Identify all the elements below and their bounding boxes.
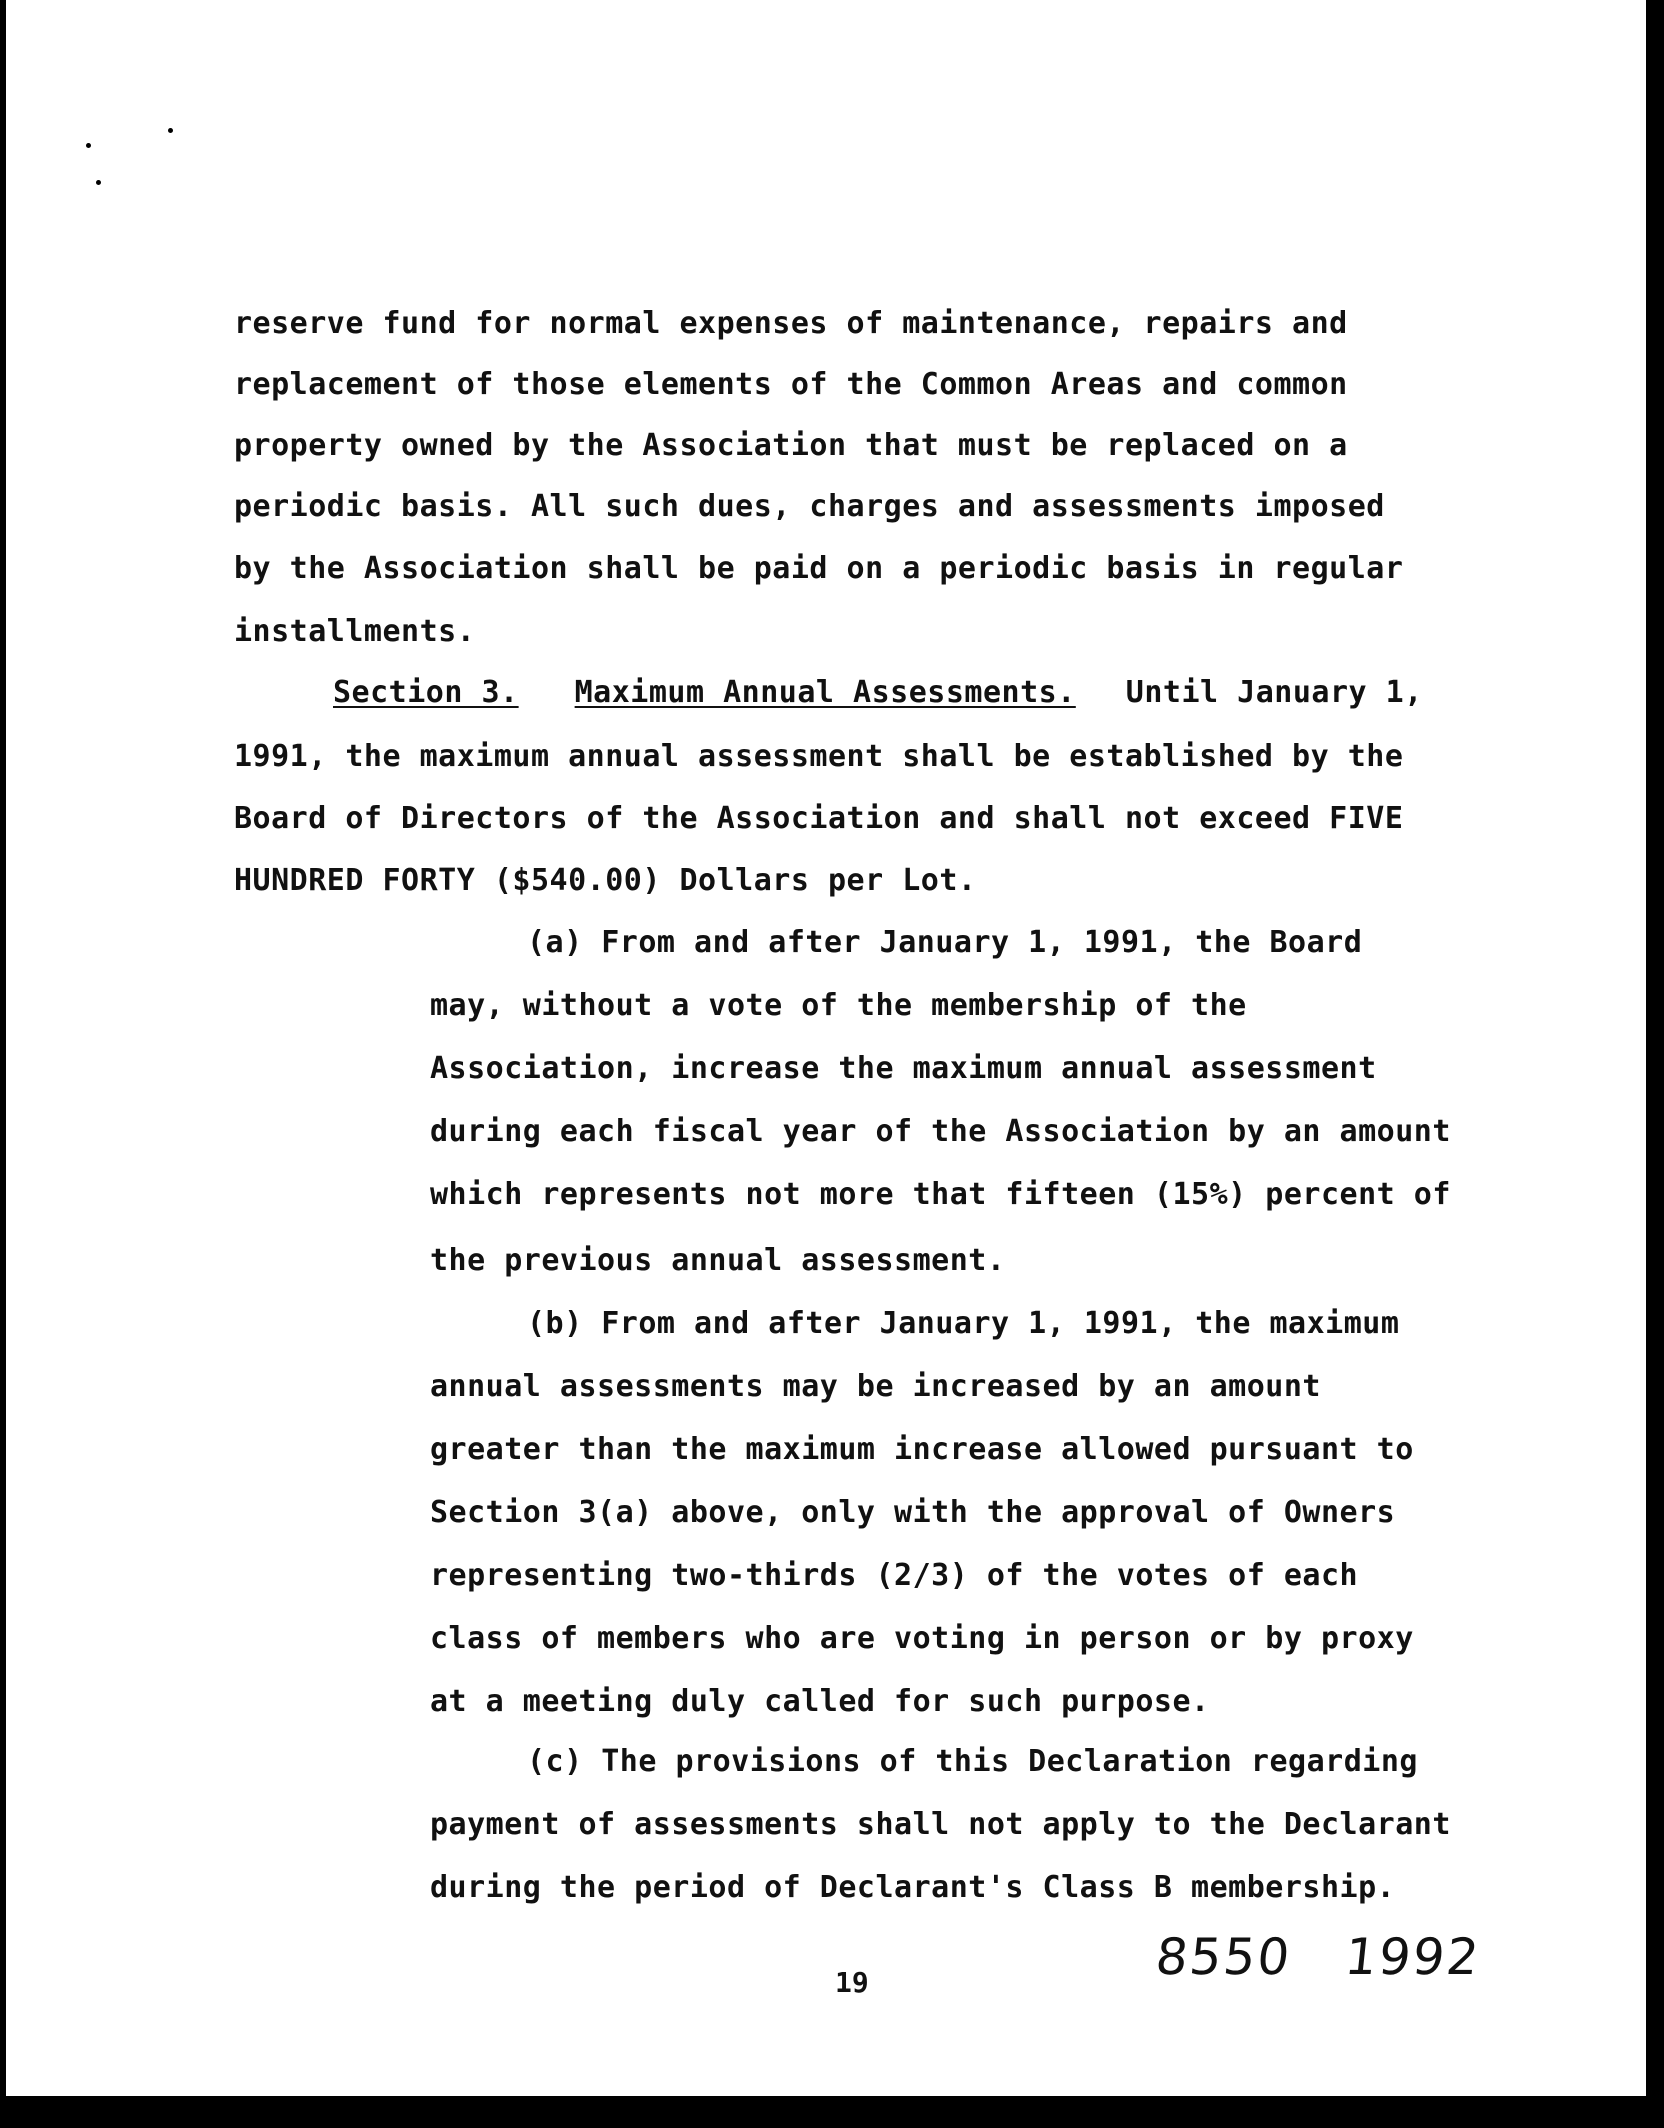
section-title: Maximum Annual Assessments. — [574, 675, 1076, 710]
scan-border-right — [1646, 0, 1664, 2128]
subsection-b-line: (b) From and after January 1, 1991, the maximum — [527, 1306, 1400, 1341]
handwritten-stamp: 8550 1992 — [1152, 1928, 1484, 1986]
subsection-b-line: at a meeting duly called for such purpose. — [430, 1684, 1210, 1719]
body-text-line: Board of Directors of the Association and shall not exceed FIVE — [234, 801, 1404, 836]
body-text-line: reserve fund for normal expenses of maintenance, repairs and — [234, 306, 1348, 341]
subsection-b-line: representing two-thirds (2/3) of the votes of each — [430, 1558, 1359, 1593]
scan-border-bottom — [0, 2096, 1664, 2128]
body-text-line: by the Association shall be paid on a periodic basis in regular — [234, 551, 1404, 586]
subsection-a-line: (a) From and after January 1, 1991, the Board — [527, 925, 1363, 960]
subsection-b-line: greater than the maximum increase allowed pursuant to — [430, 1432, 1414, 1467]
subsection-c-line: (c) The provisions of this Declaration regarding — [527, 1744, 1418, 1779]
scan-speck — [86, 143, 91, 148]
subsection-a-line: may, without a vote of the membership of the — [430, 988, 1247, 1023]
body-text-line: HUNDRED FORTY ($540.00) Dollars per Lot. — [234, 863, 977, 898]
scan-speck — [96, 180, 101, 185]
scan-speck — [168, 128, 173, 133]
subsection-a-line: Association, increase the maximum annual assessment — [430, 1051, 1377, 1086]
section-text-start: Until January 1, — [1125, 675, 1423, 710]
page-number: 19 — [835, 1966, 869, 1999]
body-text-line: property owned by the Association that must be replaced on a — [234, 428, 1348, 463]
subsection-c-line: during the period of Declarant's Class B membership. — [430, 1870, 1396, 1905]
subsection-a-line: during each fiscal year of the Association by an amount — [430, 1114, 1451, 1149]
body-text-line: replacement of those elements of the Common Areas and common — [234, 367, 1348, 402]
subsection-c-line: payment of assessments shall not apply to the Declarant — [430, 1807, 1451, 1842]
subsection-b-line: annual assessments may be increased by an amount — [430, 1369, 1321, 1404]
body-text-line: periodic basis. All such dues, charges and assessments imposed — [234, 489, 1385, 524]
body-text-line: 1991, the maximum annual assessment shall be established by the — [234, 739, 1404, 774]
subsection-a-line: the previous annual assessment. — [430, 1243, 1006, 1278]
scan-speck — [1655, 552, 1664, 566]
subsection-a-line: which represents not more that fifteen (15%) percent of — [430, 1177, 1451, 1212]
section-heading-line — [333, 675, 1423, 711]
body-text-line: installments. — [234, 614, 476, 649]
section-number: Section 3. — [333, 675, 519, 710]
subsection-b-line: Section 3(a) above, only with the approval of Owners — [430, 1495, 1396, 1530]
subsection-b-line: class of members who are voting in person or by proxy — [430, 1621, 1414, 1656]
